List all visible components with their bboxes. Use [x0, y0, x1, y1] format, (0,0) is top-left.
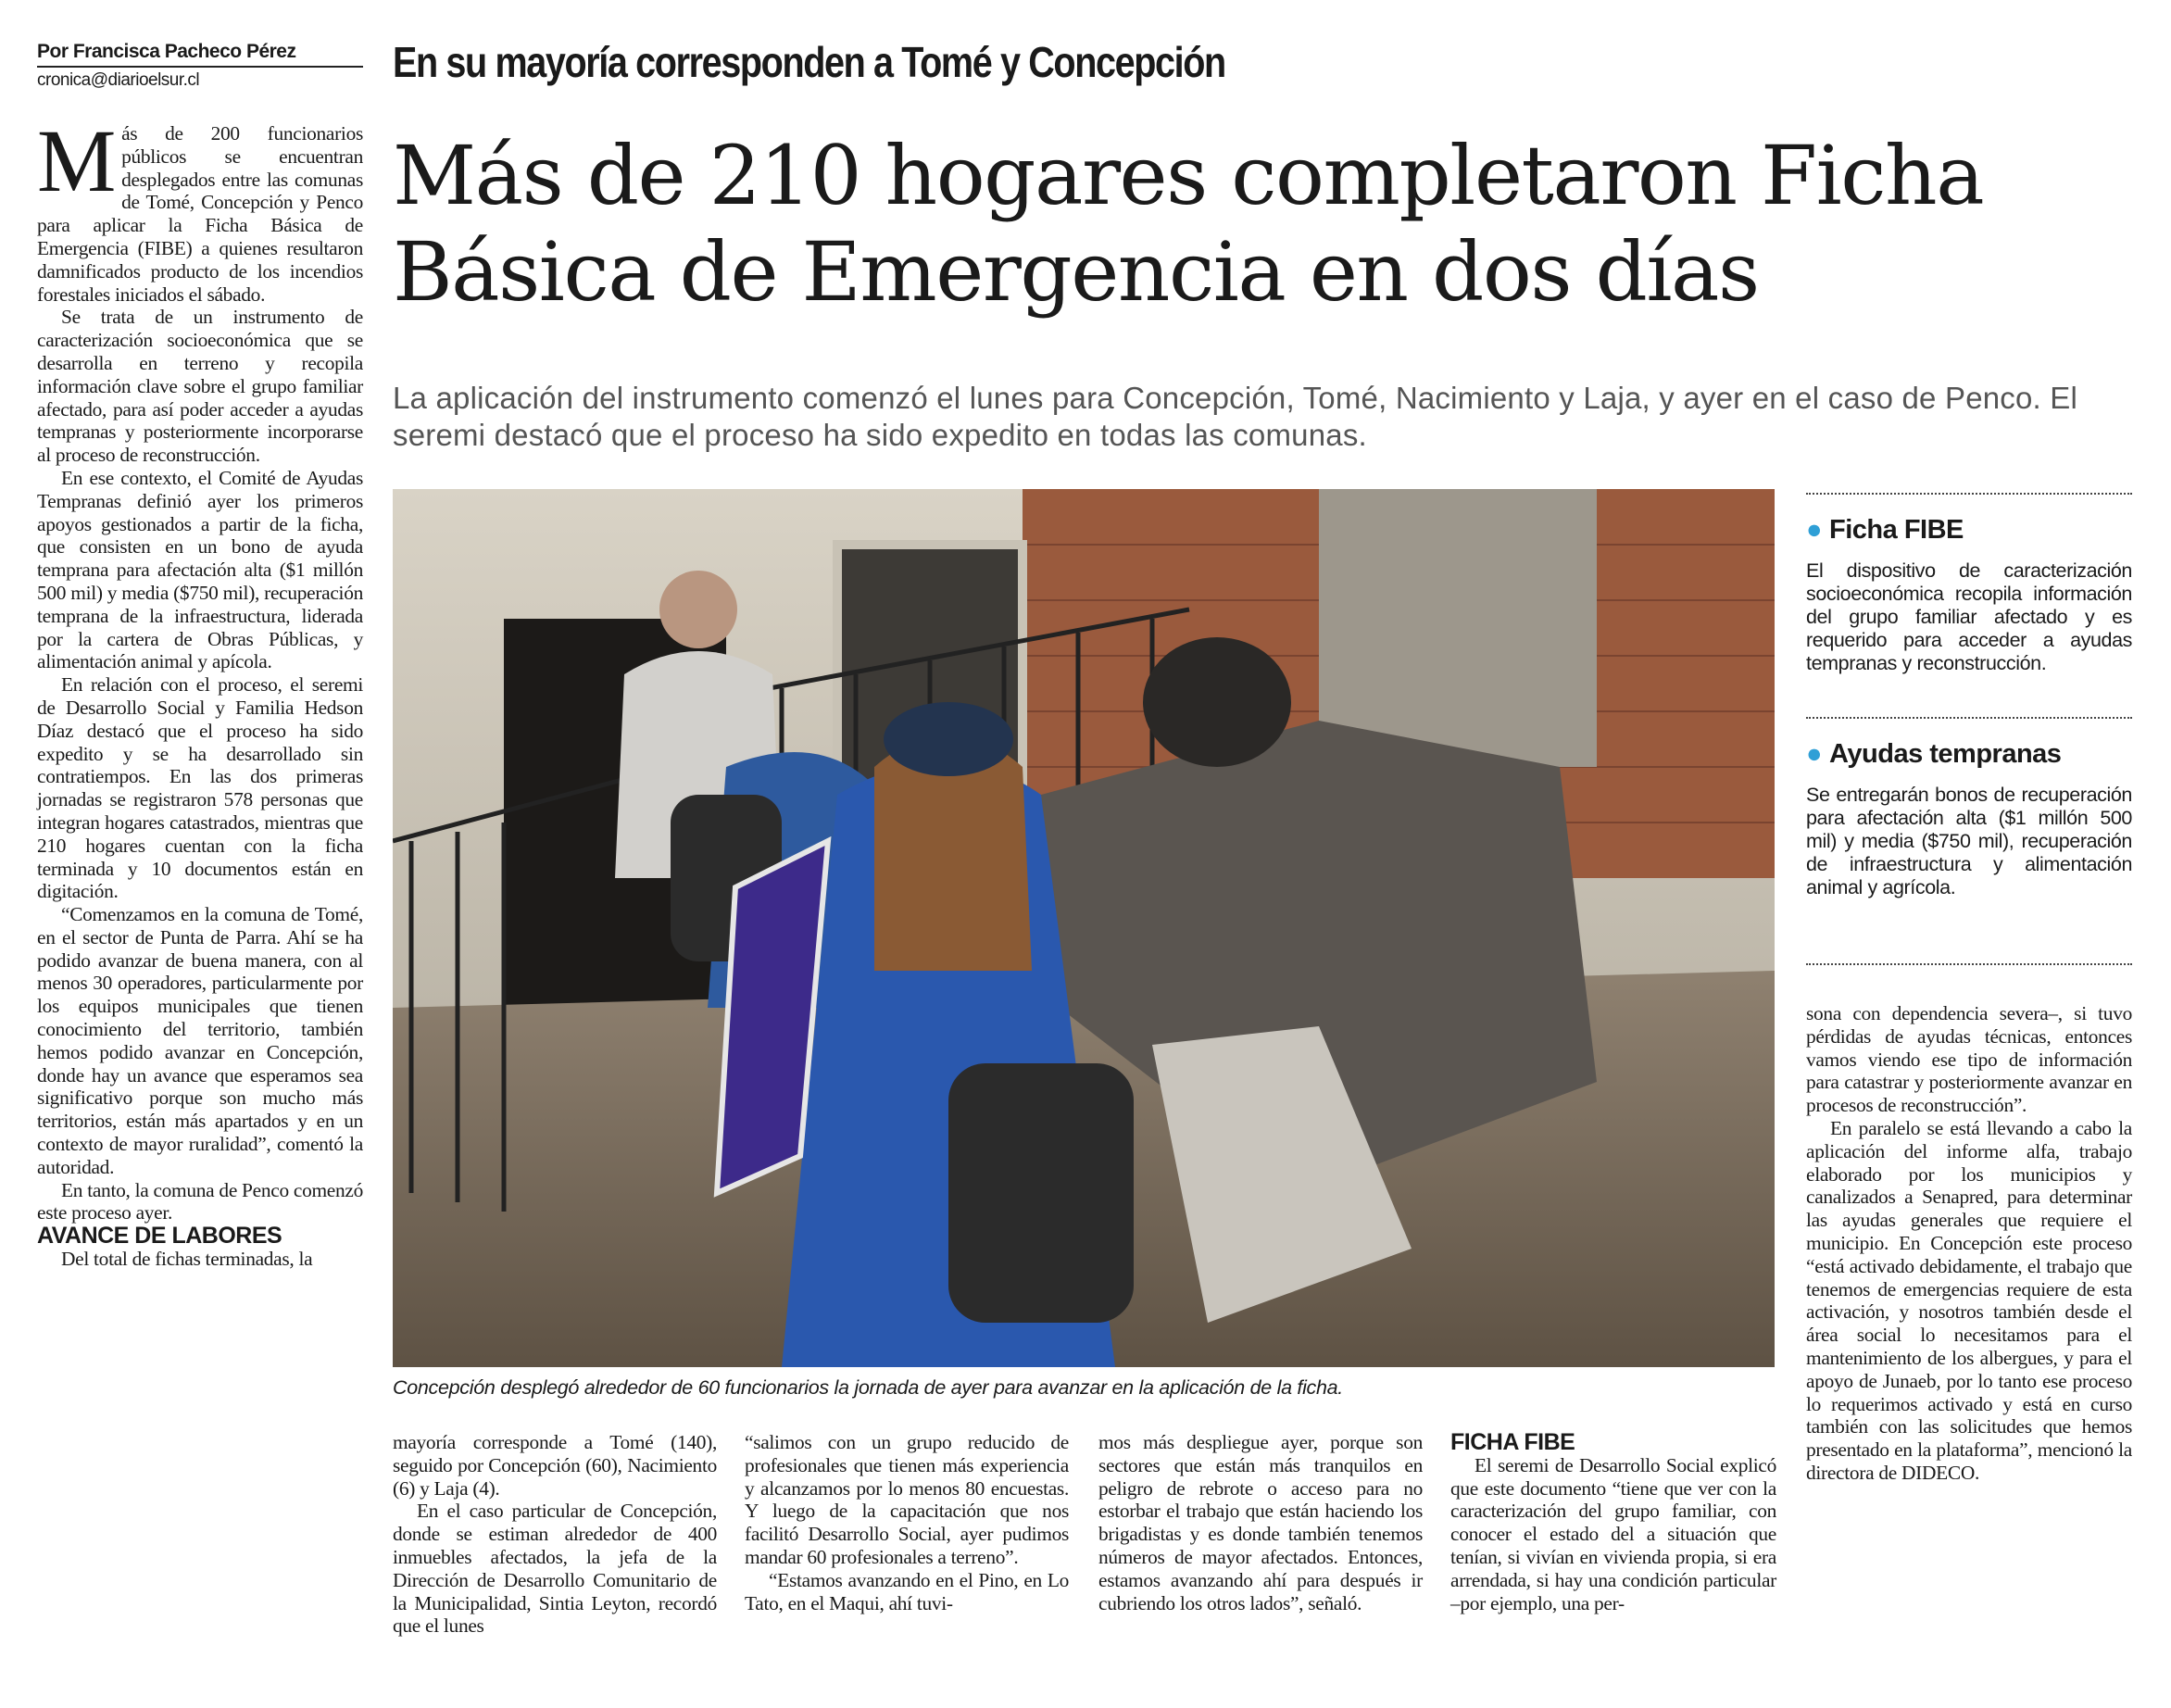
- paragraph: “Comenzamos en la comuna de Tomé, en el sector de Punta de Parra. Ahí se ha podido avanzar de buena manera, con al menos 30 operadores, particularmente por los equipos municipales que tienen conocimiento del territorio, también hemos podido avanzar en Concepción, donde hay un avance que esperamos sea significativo porque son mucho más territorios, están más apartados y en un contexto de mayor ruralidad”, comentó la autoridad.: [37, 903, 363, 1178]
- article-column-1: [37, 111, 363, 1271]
- subhead-avance: AVANCE DE LABORES: [37, 1223, 282, 1250]
- paragraph: El seremi de Desarrollo Social explicó que este documento “tiene que ver con la caracterización del grupo familiar, con conocer el estado del a situación que tenían, si vivían en vivienda propia, si era arrendada, si hay una condición particular –por ejemplo, una per-: [1450, 1453, 1776, 1614]
- paragraph: En ese contexto, el Comité de Ayudas Tempranas definió ayer los primeros apoyos gestionados a partir de la ficha, que consisten en un bono de ayuda temprana para afectación alta ($1 millón 500 mil) y media ($750 mil), recuperación temprana de la infraestructura, liderada por la cartera de Obras Públicas, y alimentación animal y apícola.: [37, 466, 363, 673]
- photo-caption: Concepción desplegó alrededor de 60 funcionarios la jornada de ayer para avanzar en la aplicación de la ficha.: [393, 1376, 1343, 1399]
- paragraph: Se trata de un instrumento de caracterización socioeconómica que se desarrolla en terreno y recopila información clave sobre el grupo familiar afectado, para así poder acceder a ayudas tempranas y posteriormente incorporarse al proceso de reconstrucción.: [37, 306, 363, 467]
- deck: La aplicación del instrumento comenzó el lunes para Concepción, Tomé, Nacimiento y Laja, y ayer en el caso de Penco. El seremi destacó que el proceso ha sido expedito en todas las comunas.: [393, 381, 2078, 452]
- paragraph: mayoría corresponde a Tomé (140), seguido por Concepción (60), Nacimiento (6) y Laja (4).: [393, 1431, 717, 1500]
- subhead-ficha-fibe: FICHA FIBE: [1450, 1429, 1575, 1455]
- paragraph: sona con dependencia severa–, si tuvo pérdidas de ayudas técnicas, entonces vamos viendo ese tipo de información para catastrar y posteriormente avanzar en procesos de reconstrucción”.: [1806, 1002, 2132, 1117]
- sidebar-title-ficha-fibe: ● Ficha FIBE: [1806, 515, 1964, 545]
- sidebar-divider: [1806, 493, 2132, 495]
- sidebar-divider: [1806, 717, 2132, 719]
- paragraph: Más de 200 funcionarios públicos se encuentran desplegados entre las comunas de Tomé, Concepción y Penco para aplicar la Ficha Básica de Emergencia (FIBE) a quienes resultaron damnificados producto de los incendios forestales iniciados el sábado.: [37, 111, 363, 306]
- headline-line-2: Básica de Emergencia en dos días: [393, 224, 1759, 320]
- paragraph: En paralelo se está llevando a cabo la aplicación del informe alfa, trabajo elaborado por los municipios y canalizados a Senapred, para determinar las ayudas generales que requiere el municipio. En Concepción este proceso “está activado debidamente, el trabajo que tenemos de emergencias requiere de esta activación, y nosotros también desde el área social lo necesitamos para el mantenimiento de los albergues, y para el apoyo de Junaeb, por lo tanto ese proceso lo requerimos activado y está en curso también con las solicitudes que hemos presentado en la plataforma”, mencionó la directora de DIDECO.: [1806, 1116, 2132, 1484]
- photo-image: [393, 489, 1775, 1367]
- article-column-3: [745, 1431, 1069, 1614]
- paragraph: “Estamos avanzando en el Pino, en Lo Tato, en el Maqui, ahí tuvi-: [745, 1568, 1069, 1614]
- photo-illustration: [393, 489, 1775, 1367]
- sidebar-divider: [1806, 963, 2132, 965]
- paragraph: “salimos con un grupo reducido de profesionales que tienen más experiencia y alcanzamos por lo menos 80 encuestas. Y luego de la capacitación que nos facilitó Desarrollo Social, ayer pudimos mandar 60 profesionales a terreno”.: [745, 1431, 1069, 1568]
- article-column-5: [1450, 1431, 1776, 1614]
- article-column-6: [1806, 1002, 2132, 1485]
- author-email[interactable]: cronica@diarioelsur.cl: [37, 70, 200, 90]
- paragraph: En relación con el proceso, el seremi de Desarrollo Social y Familia Hedson Díaz destacó que el proceso ha sido expedito y se ha desarrollado sin contratiempos. En las dos primeras jornadas se registraron 578 personas que integran hogares catastrados, mientras que 210 hogares cuentan con la ficha terminada y 10 documentos están en digitación.: [37, 673, 363, 903]
- headline-line-1: Más de 210 hogares completaron Ficha: [393, 128, 1984, 223]
- sidebar-text-ficha-fibe: El dispositivo de caracterización socioeconómica recopila información del grupo familiar afectado y es requerido para acceder a ayudas tempranas y reconstrucción.: [1806, 559, 2132, 674]
- sidebar-text-ayudas: Se entregarán bonos de recuperación para afectación alta ($1 millón 500 mil) y media ($750 mil), recuperación de infraestructura y alimentación animal y agrícola.: [1806, 784, 2132, 898]
- paragraph: mos más despliegue ayer, porque son sectores que están más tranquilos en peligro de rebrote o acceso para no estorbar el trabajo que están haciendo los brigadistas y es donde también tenemos números de mayor afectados. Entonces, estamos avanzando ahí para después ir cubriendo los otros lados”, señaló.: [1098, 1431, 1423, 1614]
- sidebar-title-ayudas: ● Ayudas tempranas: [1806, 739, 2062, 769]
- paragraph: En el caso particular de Concepción, donde se estiman alrededor de 400 inmuebles afectados, la jefa de la Dirección de Desarrollo Comunitario de la Municipalidad, Sintia Leyton, recordó que el lunes: [393, 1500, 717, 1638]
- paragraph: Del total de fichas terminadas, la: [61, 1248, 313, 1271]
- dropcap: M: [37, 111, 117, 210]
- article-column-2: [393, 1431, 717, 1638]
- author-byline: Por Francisca Pacheco Pérez: [37, 41, 363, 68]
- bullet-dot-icon: ●: [1806, 739, 1823, 769]
- article-column-4: [1098, 1431, 1423, 1614]
- kicker: En su mayoría corresponden a Tomé y Concepción: [393, 38, 1225, 86]
- paragraph: En tanto, la comuna de Penco comenzó este proceso ayer.: [37, 1178, 363, 1224]
- bullet-dot-icon: ●: [1806, 515, 1823, 545]
- headline: [393, 128, 2152, 320]
